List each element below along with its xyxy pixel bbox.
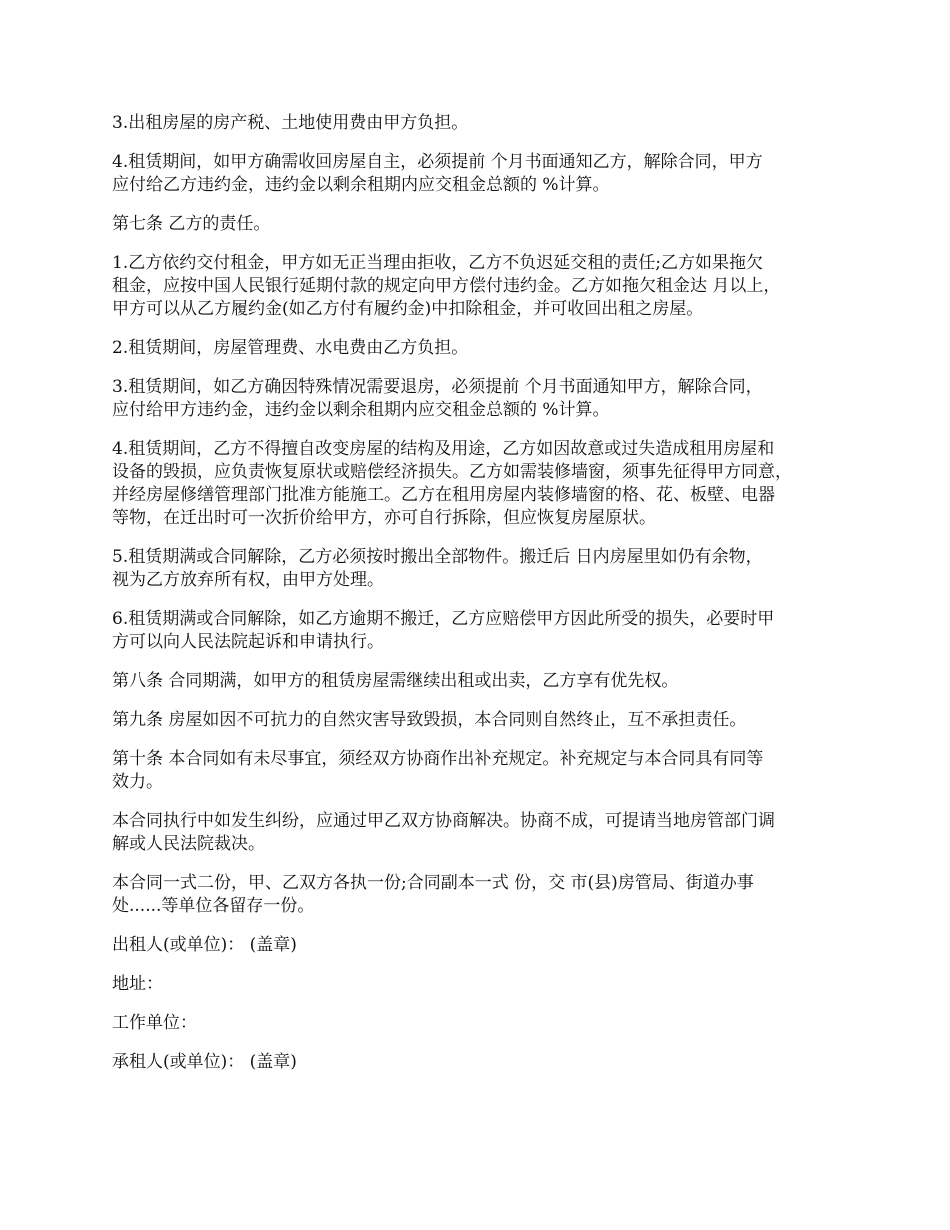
text-line: 效力。 — [112, 772, 163, 792]
text-line: 本合同执行中如发生纠纷，应通过甲乙双方协商解决。协商不成，可提请当地房管部门调 — [112, 811, 775, 831]
text-line: 3.租赁期间，如乙方确因特殊情况需要退房，必须提前 个月书面通知甲方，解除合同， — [112, 377, 763, 397]
text-line: 6.租赁期满或合同解除，如乙方逾期不搬迁，乙方应赔偿甲方因此所受的损失，必要时甲 — [112, 609, 775, 629]
text-line: 应付给甲方违约金，违约金以剩余租期内应交租金总额的 %计算。 — [112, 400, 610, 420]
text-line: 地址： — [112, 974, 163, 994]
text-line: 第十条 本合同如有未尽事宜，须经双方协商作出补充规定。补充规定与本合同具有同等 — [112, 749, 764, 769]
text-line: 视为乙方放弃所有权，由甲方处理。 — [112, 570, 384, 590]
text-line: 等物，在迁出时可一次折价给甲方，亦可自行拆除，但应恢复房屋原状。 — [112, 508, 656, 528]
paragraph — [112, 151, 852, 197]
paragraph — [112, 252, 852, 321]
text-line: 工作单位： — [112, 1013, 197, 1033]
text-line: 3.出租房屋的房产税、土地使用费由甲方负担。 — [112, 113, 469, 133]
text-line: 方可以向人民法院起诉和申请执行。 — [112, 632, 384, 652]
text-line: 解或人民法院裁决。 — [112, 834, 265, 854]
paragraph — [112, 608, 852, 654]
paragraph — [112, 872, 852, 918]
signature-lessor — [112, 934, 852, 957]
text-line: 出租人(或单位)： (盖章) — [112, 935, 297, 955]
paragraph — [112, 546, 852, 592]
text-line: 处......等单位各留存一份。 — [112, 896, 315, 916]
text-line: 4.租赁期间，乙方不得擅自改变房屋的结构及用途，乙方如因故意或过失造成租用房屋和 — [112, 439, 775, 459]
text-line: 设备的毁损，应负责恢复原状或赔偿经济损失。乙方如需装修墙窗，须事先征得甲方同意， — [112, 462, 792, 482]
section-heading — [112, 670, 852, 693]
text-line: 应付给乙方违约金，违约金以剩余租期内应交租金总额的 %计算。 — [112, 175, 610, 195]
text-line: 承租人(或单位)： (盖章) — [112, 1052, 297, 1072]
text-line: 第八条 合同期满，如甲方的租赁房屋需继续出租或出卖，乙方享有优先权。 — [112, 671, 679, 691]
text-line: 甲方可以从乙方履约金(如乙方付有履约金)中扣除租金，并可收回出租之房屋。 — [112, 299, 704, 319]
section-heading — [112, 213, 852, 236]
text-line: 本合同一式二份，甲、乙双方各执一份;合同副本一式 份，交 市(县)房管局、街道办事 — [112, 873, 754, 893]
text-line: 第九条 房屋如因不可抗力的自然灾害导致毁损，本合同则自然终止，互不承担责任。 — [112, 710, 747, 730]
signature-employer — [112, 1012, 852, 1035]
text-line: 并经房屋修缮管理部门批准方能施工。乙方在租用房屋内装修墙窗的格、花、板壁、电器 — [112, 485, 775, 505]
section-heading — [112, 748, 852, 794]
section-heading — [112, 709, 852, 732]
text-line: 1.乙方依约交付租金，甲方如无正当理由拒收，乙方不负迟延交租的责任;乙方如果拖欠 — [112, 253, 763, 273]
paragraph — [112, 112, 852, 135]
text-line: 4.租赁期间，如甲方确需收回房屋自主，必须提前 个月书面通知乙方，解除合同，甲方 — [112, 152, 763, 172]
paragraph — [112, 810, 852, 856]
text-line: 5.租赁期满或合同解除，乙方必须按时搬出全部物件。搬迁后 日内房屋里如仍有余物， — [112, 547, 763, 567]
signature-address — [112, 973, 852, 996]
paragraph — [112, 376, 852, 422]
text-line: 租金，应按中国人民银行延期付款的规定向甲方偿付违约金。乙方如拖欠租金达 月以上， — [112, 276, 781, 296]
text-line: 第七条 乙方的责任。 — [112, 214, 271, 234]
text-line: 2.租赁期间，房屋管理费、水电费由乙方负担。 — [112, 338, 469, 358]
document-page — [112, 112, 852, 1090]
paragraph — [112, 337, 852, 360]
paragraph — [112, 438, 852, 530]
signature-lessee — [112, 1051, 852, 1074]
